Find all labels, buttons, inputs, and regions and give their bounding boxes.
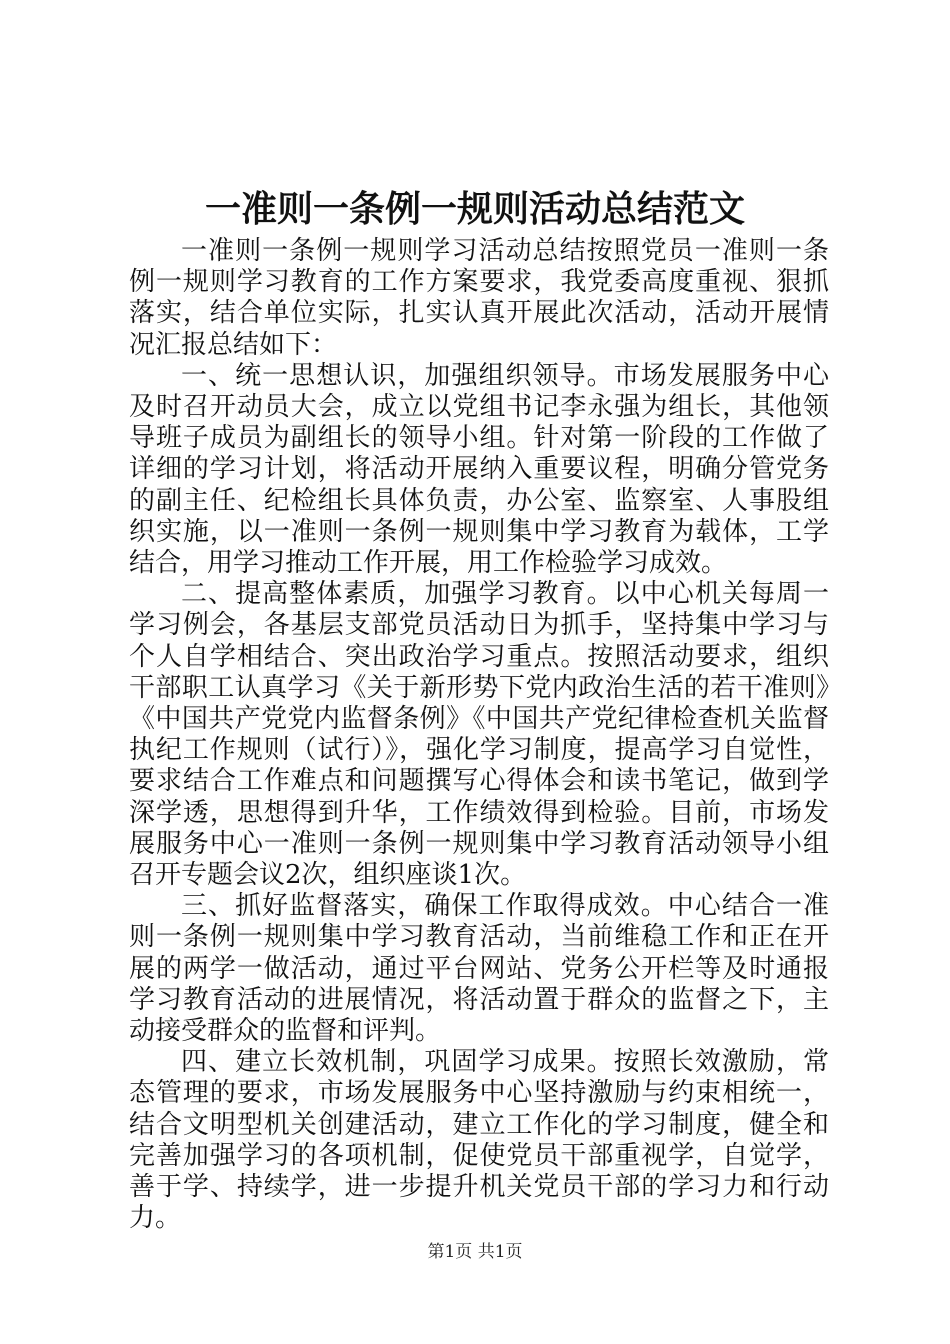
paragraph-section-4: 四、建立长效机制，巩固学习成果。按照长效激励，常态管理的要求，市场发展服务中心坚持激励与约束相统一，结合文明型机关创建活动，建立工作化的学习制度，健全和完善加强学习的各项机制，促使党员干部重视学，自觉学，善于学、持续学，进一步提升机关党员干部的学习力和行动力。 — [129, 1047, 829, 1234]
paragraph-section-1: 一、统一思想认识，加强组织领导。市场发展服务中心及时召开动员大会，成立以党组书记李永强为组长，其他领导班子成员为副组长的领导小组。针对第一阶段的工作做了详细的学习计划，将活动开展纳入重要议程，明确分管党务的副主任、纪检组长具体负责，办公室、监察室、人事股组织实施，以一准则一条例一规则集中学习教育为载体，工学结合，用学习推动工作开展，用工作检验学习成效。 — [129, 360, 829, 579]
paragraph-section-2: 二、提高整体素质，加强学习教育。以中心机关每周一学习例会，各基层支部党员活动日为抓手，坚持集中学习与个人自学相结合、突出政治学习重点。按照活动要求，组织干部职工认真学习《关于新形势下党内政治生活的若干准则》《中国共产党党内监督条例》《中国共产党纪律检查机关监督执纪工作规则（试行）》，强化学习制度，提高学习自觉性，要求结合工作难点和问题撰写心得体会和读书笔记，做到学深学透，思想得到升华，工作绩效得到检验。目前，市场发展服务中心一准则一条例一规则集中学习教育活动领导小组召开专题会议2次，组织座谈1次。 — [129, 579, 829, 891]
page-footer: 第1页 共1页 — [427, 1242, 523, 1262]
document-title: 一准则一条例一规则活动总结范文 — [204, 189, 745, 230]
document-body — [129, 236, 829, 1235]
paragraph-intro: 一准则一条例一规则学习活动总结按照党员一准则一条例一规则学习教育的工作方案要求，我党委高度重视、狠抓落实，结合单位实际，扎实认真开展此次活动，活动开展情况汇报总结如下： — [129, 236, 829, 360]
paragraph-section-3: 三、抓好监督落实，确保工作取得成效。中心结合一准则一条例一规则集中学习教育活动，当前维稳工作和正在开展的两学一做活动，通过平台网站、党务公开栏等及时通报学习教育活动的进展情况，将活动置于群众的监督之下，主动接受群众的监督和评判。 — [129, 891, 829, 1047]
